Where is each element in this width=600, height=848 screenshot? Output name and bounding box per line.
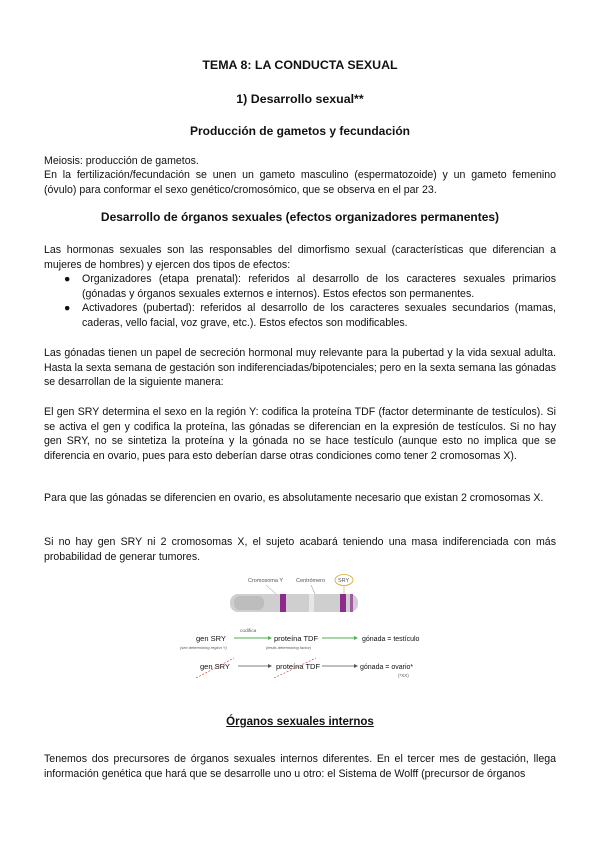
effects-list bbox=[44, 272, 556, 330]
bullet-icon: ● bbox=[64, 302, 71, 315]
row2-protein: proteína TDF bbox=[276, 662, 321, 671]
row2-gene: gen SRY bbox=[200, 662, 230, 671]
row1-gene: gen SRY bbox=[196, 634, 226, 643]
label-chromosome-y: Cromosoma Y bbox=[248, 578, 284, 584]
row1-protein: proteína TDF bbox=[274, 634, 319, 643]
document-title: TEMA 8: LA CONDUCTA SEXUAL bbox=[202, 58, 398, 72]
row2-result: gónada = ovario* bbox=[360, 664, 414, 671]
label-sry: SRY bbox=[338, 578, 350, 584]
paragraph-sry-gene: El gen SRY determina el sexo en la región Y: codifica la proteína TDF (factor determinante de testículos). Si se activa el gen y codifica la proteína, las gónadas se diferencian en la expresión de testículos. Si no hay gen SRY, no se sintetiza la proteína y la gónada no se hace testículo (aunque esto no implica que se diferencia en ovario, pues para esto deberían darse otras condiciones como tener 2 cromosomas X). bbox=[44, 406, 556, 462]
sry-band bbox=[340, 594, 346, 612]
list-item bbox=[44, 272, 556, 301]
paragraph-gonads: Las gónadas tienen un papel de secreción hormonal muy relevante para la pubertad y la vida sexual adulta. Hasta la sexta semana de gestación son indiferenciadas/bipotenciales; pero en la sexta semana las gónadas se desarrollan de la siguiente manera: bbox=[44, 347, 556, 389]
paragraph-fertilization: En la fertilización/fecundación se unen un gameto masculino (espermatozoide) y un gameto femenino (óvulo) para conformar el sexo genético/cromosómico, que se observa en el par 23. bbox=[44, 169, 556, 196]
list-item-text: Activadores (pubertad): referidos al desarrollo de los caracteres sexuales secundarios (mamas, caderas, vello facial, voz grave, etc.). Estos efectos son modificables. bbox=[82, 302, 556, 329]
bullet-icon: ● bbox=[64, 273, 71, 285]
list-item-text: Organizadores (etapa prenatal): referidos al desarrollo de los caracteres sexuales primarios (gónadas y órganos sexuales externos e internos). Estos efectos son permanentes. bbox=[82, 273, 556, 300]
row1-protein-sub: (testis determining factor) bbox=[266, 645, 312, 650]
row1-arrow-label: codifica bbox=[240, 629, 257, 634]
section-heading: 1) Desarrollo sexual** bbox=[236, 92, 364, 106]
paragraph-hormones: Las hormonas sexuales son las responsables del dimorfismo sexual (características que diferencian a mujeres de hombres) y ejercen dos tipos de efectos: bbox=[44, 244, 556, 271]
sry-diagram-svg bbox=[176, 570, 436, 682]
centromere bbox=[309, 594, 314, 612]
paragraph-ovary: Para que las gónadas se diferencien en ovario, es absolutamente necesario que existan 2 cromosomas X. bbox=[44, 492, 544, 504]
label-centromere: Centrómero bbox=[296, 578, 326, 584]
list-item bbox=[44, 301, 556, 330]
subsection-heading: Desarrollo de órganos sexuales (efectos organizadores permanentes) bbox=[100, 210, 500, 224]
paragraph-meiosis: Meiosis: producción de gametos. bbox=[44, 155, 199, 167]
paragraph-internal-organs: Tenemos dos precursores de órganos sexuales internos diferentes. En el tercer mes de gestación, llega información genética que hará que se desarrolle uno u otro: el Sistema de Wolff (precursor de órganos bbox=[44, 753, 556, 780]
subsection-heading: Producción de gametos y fecundación bbox=[189, 124, 411, 138]
chromosome-band bbox=[280, 594, 286, 612]
sry-diagram bbox=[176, 570, 436, 682]
row1-gene-sub: (sex determining region Y) bbox=[180, 645, 227, 650]
subsection-heading: Órganos sexuales internos bbox=[226, 716, 374, 728]
paragraph-no-sry: Si no hay gen SRY ni 2 cromosomas X, el sujeto acabará teniendo una masa indiferenciada con más probabilidad de generar tumores. bbox=[44, 536, 556, 563]
row1-result: gónada = testículo bbox=[362, 636, 420, 643]
row2-result-sub: (*XX) bbox=[398, 673, 409, 678]
